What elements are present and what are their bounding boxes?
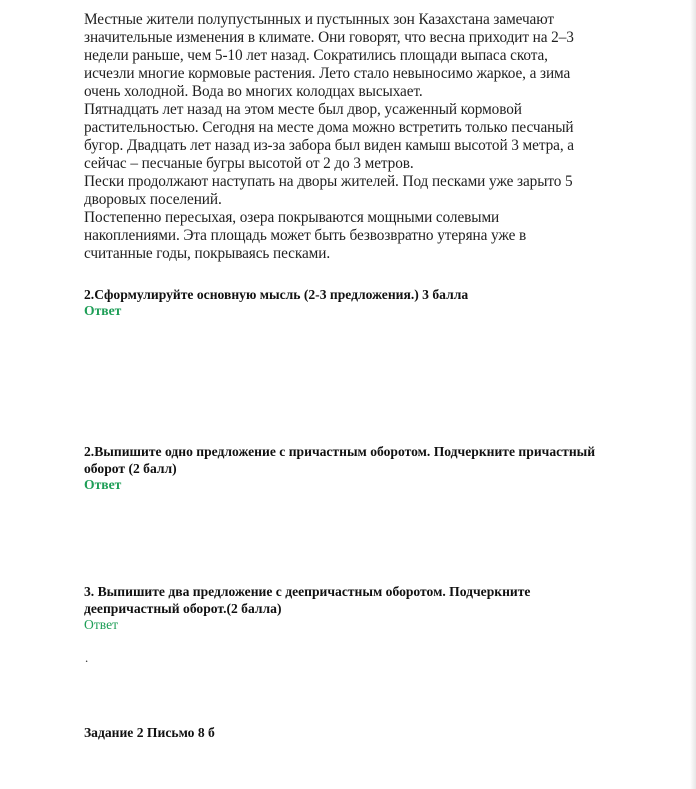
answer-label: Ответ [84, 477, 122, 492]
paragraph-yard-history: Пятнадцать лет назад на этом месте был двор, усаженный кормовой растительностью. Сегодня на месте дома можно встретить только песчаный бугор. Двадцать лет назад из-за забора был виден камыш высотой 3 метра, а сейчас – песчаные бугры высотой от 2 до 3 метров. [84, 101, 574, 172]
paragraph-lakes-drying: Постепенно пересыхая, озера покрываются мощными солевыми накоплениями. Эта площадь может быть безвозвратно утеряна уже в считанные годы, покрываясь песками. [84, 209, 527, 262]
question-text: 2.Выпишите одно предложение с причастным оборотом. Подчеркните причастный оборот (2 балл) [84, 444, 596, 476]
stray-dot: . [85, 650, 89, 665]
question-text: 3. Выпишите два предложение с деепричастным оборотом. Подчеркните деепричастный оборот.(2 балла) [84, 584, 531, 616]
question-participial-phrase [84, 443, 644, 493]
answer-label: Ответ [84, 303, 122, 318]
reading-text [84, 11, 644, 263]
answer-label: Ответ [84, 617, 119, 632]
task-label: Задание 2 Письмо 8 б [84, 725, 215, 740]
task-footer [84, 724, 644, 741]
question-adverbial-phrase [84, 583, 644, 633]
page-edge-shadow [690, 0, 696, 789]
paragraph-sand-advance: Пески продолжают наступать на дворы жителей. Под песками уже зарыто 5 дворовых поселений. [84, 173, 573, 208]
question-text: 2.Сформулируйте основную мысль (2-3 предложения.) 3 балла [84, 287, 469, 302]
paragraph-climate-changes: Местные жители полупустынных и пустынных зон Казахстана замечают значительные изменения в климате. Они говорят, что весна приходит на 2–3 недели раньше, чем 5-10 лет назад. Сократились площади выпаса скота, исчезли многие кормовые растения. Лето стало невыносимо жаркое, а зима очень холодной. Вода во многих колодцах высыхает. [84, 11, 574, 100]
question-main-idea [84, 286, 644, 319]
